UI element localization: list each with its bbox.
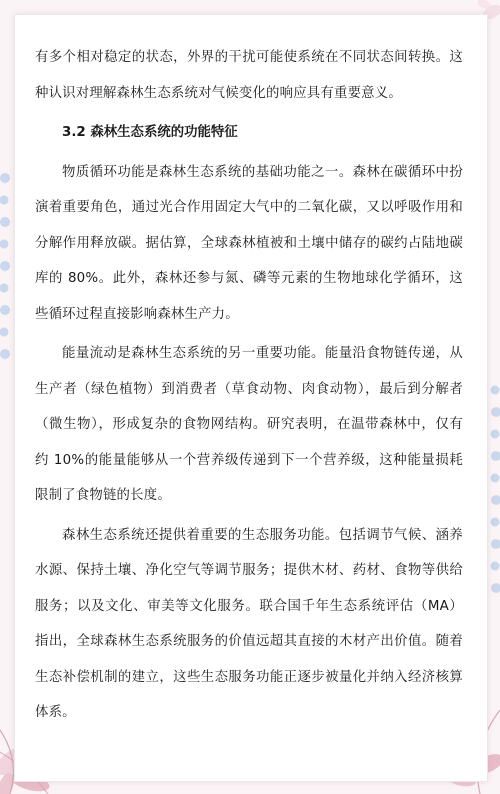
paragraph-ecosystem-services: 森林生态系统还提供着重要的生态服务功能。包括调节气候、涵养水源、保持土壤、净化空气等调节服务；提供木材、药材、食物等供给服务；以及文化、审美等文化服务。联合国千年生态系统评估（MA）指出，全球森林生态系统服务的价值远超其直接的木材产出价值。随着生态补偿机制的建立，这些生态服务功能正逐步被量化并纳入经济核算体系。 <box>35 527 463 720</box>
document-body <box>35 40 463 731</box>
paragraph-energy-flow: 能量流动是森林生态系统的另一重要功能。能量沿食物链传递，从生产者（绿色植物）到消费者（草食动物、肉食动物），最后到分解者（微生物），形成复杂的食物网结构。研究表明，在温带森林中，仅有约 10%的能量能够从一个营养级传递到下一个营养级，这种能量损耗限制了食物链的长度。 <box>35 346 463 503</box>
left-dot-decoration <box>0 173 10 359</box>
paragraph-continuation: 有多个相对稳定的状态，外界的干扰可能使系统在不同状态间转换。这种认识对理解森林生态系统对气候变化的响应具有重要意义。 <box>35 50 463 101</box>
section-heading: 3.2 森林生态系统的功能特征 <box>62 125 238 140</box>
paragraph-material-cycle: 物质循环功能是森林生态系统的基础功能之一。森林在碳循环中扮演着重要角色，通过光合作用固定大气中的二氧化碳，又以呼吸作用和分解作用释放碳。据估算，全球森林植被和土壤中储存的碳约占陆地碳库的 80%。此外，森林还参与氮、磷等元素的生物地球化学循环，这些循环过程直接影响森林生产力。 <box>35 164 463 322</box>
right-dot-decoration <box>491 386 500 594</box>
